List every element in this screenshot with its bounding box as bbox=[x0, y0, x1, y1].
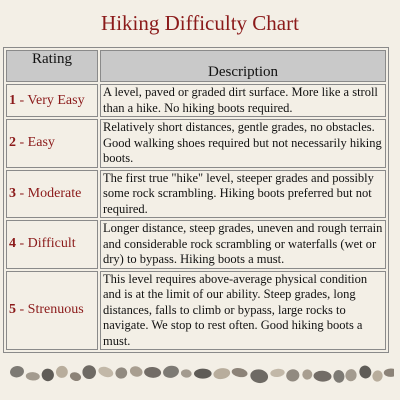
table-row bbox=[6, 170, 386, 219]
rating-label: Very Easy bbox=[27, 92, 85, 108]
description-cell: The first true "hike" level, steeper grades and possibly some rock scrambling. Hiking boots preferred but not required. bbox=[100, 170, 386, 219]
rating-number: 2 bbox=[9, 135, 16, 151]
table-header-row bbox=[6, 50, 386, 82]
pebble bbox=[213, 367, 231, 380]
pebble bbox=[114, 366, 128, 380]
page-title: Hiking Difficulty Chart bbox=[101, 11, 299, 35]
pebble bbox=[144, 366, 162, 378]
pebble bbox=[384, 368, 394, 377]
rating-label: Moderate bbox=[27, 185, 82, 201]
pebble bbox=[9, 365, 25, 379]
pebble bbox=[231, 367, 248, 379]
pebble bbox=[69, 371, 82, 383]
rating-label: Difficult bbox=[27, 236, 76, 252]
rating-label: Easy bbox=[27, 135, 55, 151]
pebble bbox=[358, 364, 373, 380]
pebble bbox=[97, 365, 115, 379]
table-row bbox=[6, 119, 386, 168]
rating-cell: 4 - Difficult bbox=[6, 220, 98, 269]
pebble bbox=[82, 365, 96, 380]
pebble bbox=[180, 369, 192, 378]
rating-cell: 1 - Very Easy bbox=[6, 84, 98, 117]
rating-number: 3 bbox=[9, 185, 16, 201]
pebble bbox=[129, 365, 144, 378]
pebble bbox=[285, 368, 300, 382]
pebble bbox=[313, 370, 332, 382]
table-row bbox=[6, 271, 386, 351]
description-cell: Longer distance, steep grades, uneven and rough terrain and considerable rock scrambling or waterfalls (wet or dry) to bypass. Hiking boots a must. bbox=[100, 220, 386, 269]
difficulty-table bbox=[3, 47, 389, 353]
rating-cell: 2 - Easy bbox=[6, 119, 98, 168]
rating-cell: 3 - Moderate bbox=[6, 170, 98, 219]
table-row bbox=[6, 220, 386, 269]
pebble bbox=[371, 369, 384, 382]
pebble bbox=[162, 364, 180, 379]
rating-number: 4 bbox=[9, 236, 16, 252]
rating-number: 1 bbox=[9, 92, 16, 108]
pebble bbox=[194, 369, 212, 379]
pebble bbox=[56, 366, 68, 378]
rating-column-header: Rating bbox=[6, 50, 98, 82]
pebble bbox=[332, 369, 345, 383]
description-cell: A level, paved or graded dirt surface. More like a stroll than a hike. No hiking boots required. bbox=[100, 84, 386, 117]
rating-number: 5 bbox=[9, 302, 16, 318]
description-column-header: Description bbox=[100, 50, 386, 82]
pebble bbox=[40, 367, 55, 383]
pebble bbox=[345, 369, 357, 382]
description-cell: Relatively short distances, gentle grades, no obstacles. Good walking shoes required but not necessarily hiking boots. bbox=[100, 119, 386, 168]
description-cell: This level requires above-average physical condition and is at the limit of our ability. Steep grades, long distances, falls to climb or bypass, large rocks to navigate. We stop to rest often. Good hiking boots a must. bbox=[100, 271, 386, 351]
pebble bbox=[249, 368, 269, 384]
pebble bbox=[26, 372, 40, 381]
rating-cell: 5 - Strenuous bbox=[6, 271, 98, 351]
table-row bbox=[6, 84, 386, 117]
pebble bbox=[270, 368, 285, 378]
pebble bbox=[302, 369, 312, 380]
rating-label: Strenuous bbox=[27, 302, 84, 318]
pebble-border-decoration bbox=[6, 357, 394, 391]
